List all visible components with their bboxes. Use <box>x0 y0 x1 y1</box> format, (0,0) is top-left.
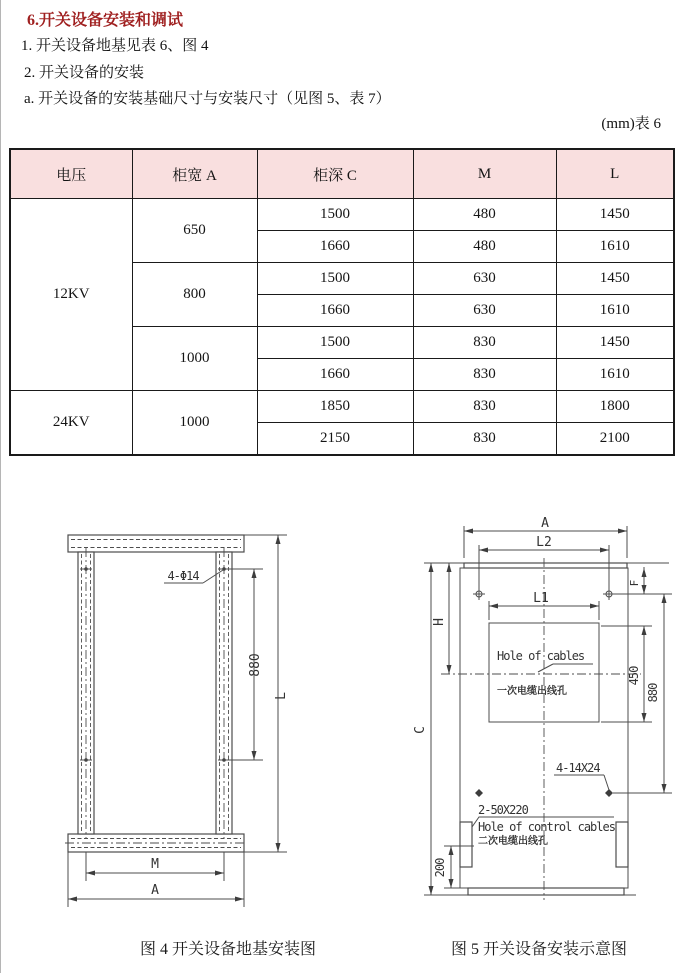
cell-l: 1450 <box>556 263 674 295</box>
dim-A-label: A <box>541 516 549 531</box>
cell-l: 1450 <box>556 327 674 359</box>
table-row <box>10 199 674 231</box>
hole-of-cables-cn-label: 一次电缆出线孔 <box>497 686 567 697</box>
section-title: 6.开关设备安装和调试 <box>27 12 184 29</box>
cell-m: 830 <box>413 423 556 456</box>
dim-F-label: F <box>628 579 641 587</box>
figure4-caption: 图 4 开关设备地基安装图 <box>139 941 316 958</box>
dim-H-label: H <box>432 618 447 626</box>
cell-l: 1450 <box>556 199 674 231</box>
cable-hole-callout <box>497 649 593 697</box>
cell-depth: 2150 <box>257 423 413 456</box>
cell-depth: 1660 <box>257 359 413 391</box>
col-header-voltage: 电压 <box>10 149 132 199</box>
body-line-1: 1. 开关设备地基见表 6、图 4 <box>21 38 209 54</box>
cell-depth: 1500 <box>257 327 413 359</box>
cell-depth: 1850 <box>257 391 413 423</box>
cabinet-outline <box>424 558 669 900</box>
dimension-880 <box>613 594 672 793</box>
dimension-L <box>244 535 289 852</box>
figure5-caption: 图 5 开关设备安装示意图 <box>450 941 627 958</box>
cell-voltage: 24KV <box>10 391 132 456</box>
dimension-C <box>413 563 434 895</box>
cell-m: 630 <box>413 295 556 327</box>
cell-depth: 1660 <box>257 231 413 263</box>
cell-m: 830 <box>413 327 556 359</box>
cell-width: 1000 <box>132 391 257 456</box>
cell-m: 630 <box>413 263 556 295</box>
hole-callout <box>164 569 223 583</box>
body-line-2: 2. 开关设备的安装 <box>24 65 145 81</box>
dim-200-label: 200 <box>433 858 447 878</box>
table-unit-note: (mm)表 6 <box>601 116 661 132</box>
cell-depth: 1660 <box>257 295 413 327</box>
dim-L1-label: L1 <box>533 591 549 606</box>
dim-L-label: L <box>274 692 289 700</box>
figure5-installation-drawing <box>391 490 680 970</box>
dim-A-label: A <box>151 883 159 898</box>
col-header-l: L <box>556 149 674 199</box>
dim-880-label: 880 <box>248 653 263 677</box>
table-row <box>10 391 674 423</box>
cell-width: 1000 <box>132 327 257 391</box>
cell-l: 1610 <box>556 231 674 263</box>
body-line-3: a. 开关设备的安装基础尺寸与安装尺寸（见图 5、表 7） <box>24 91 391 107</box>
header-row <box>10 149 674 199</box>
cell-l: 2100 <box>556 423 674 456</box>
dimension-F <box>613 567 672 594</box>
cell-depth: 1500 <box>257 199 413 231</box>
cell-m: 480 <box>413 231 556 263</box>
dimension-M <box>86 852 224 881</box>
hole-of-cables-label: Hole of cables <box>497 649 585 663</box>
cell-l: 1800 <box>556 391 674 423</box>
dim-L2-label: L2 <box>536 535 552 550</box>
cell-l: 1610 <box>556 359 674 391</box>
hole-of-control-cables-cn-label: 二次电缆出线孔 <box>478 836 548 847</box>
col-header-cabinet-width: 柜宽 A <box>132 149 257 199</box>
dim-M-label: M <box>151 857 159 872</box>
col-header-m: M <box>413 149 556 199</box>
cell-l: 1610 <box>556 295 674 327</box>
cell-width: 650 <box>132 199 257 263</box>
hole-of-control-cables-label: Hole of control cables <box>478 820 615 834</box>
dim-450-label: 450 <box>627 666 641 686</box>
cell-m: 830 <box>413 359 556 391</box>
col-header-cabinet-depth: 柜深 C <box>257 149 413 199</box>
control-hole-spec-label: 2-50X220 <box>478 803 528 817</box>
dim-880-label: 880 <box>646 683 660 703</box>
mount-hole-callout <box>554 761 609 790</box>
mount-hole-spec-label: 4-14X24 <box>556 761 600 775</box>
dim-C-label: C <box>413 726 428 734</box>
dimension-H <box>432 563 452 674</box>
cell-width: 800 <box>132 263 257 327</box>
cell-voltage: 12KV <box>10 199 132 391</box>
cell-m: 480 <box>413 199 556 231</box>
cell-m: 830 <box>413 391 556 423</box>
cell-depth: 1500 <box>257 263 413 295</box>
dimensions-table <box>9 148 675 456</box>
hole-spec-label: 4-Φ14 <box>167 569 199 583</box>
foundation-frame <box>65 535 247 852</box>
anchor-holes <box>80 567 230 762</box>
figure4-foundation-drawing <box>31 490 361 970</box>
dimension-450 <box>601 626 652 722</box>
